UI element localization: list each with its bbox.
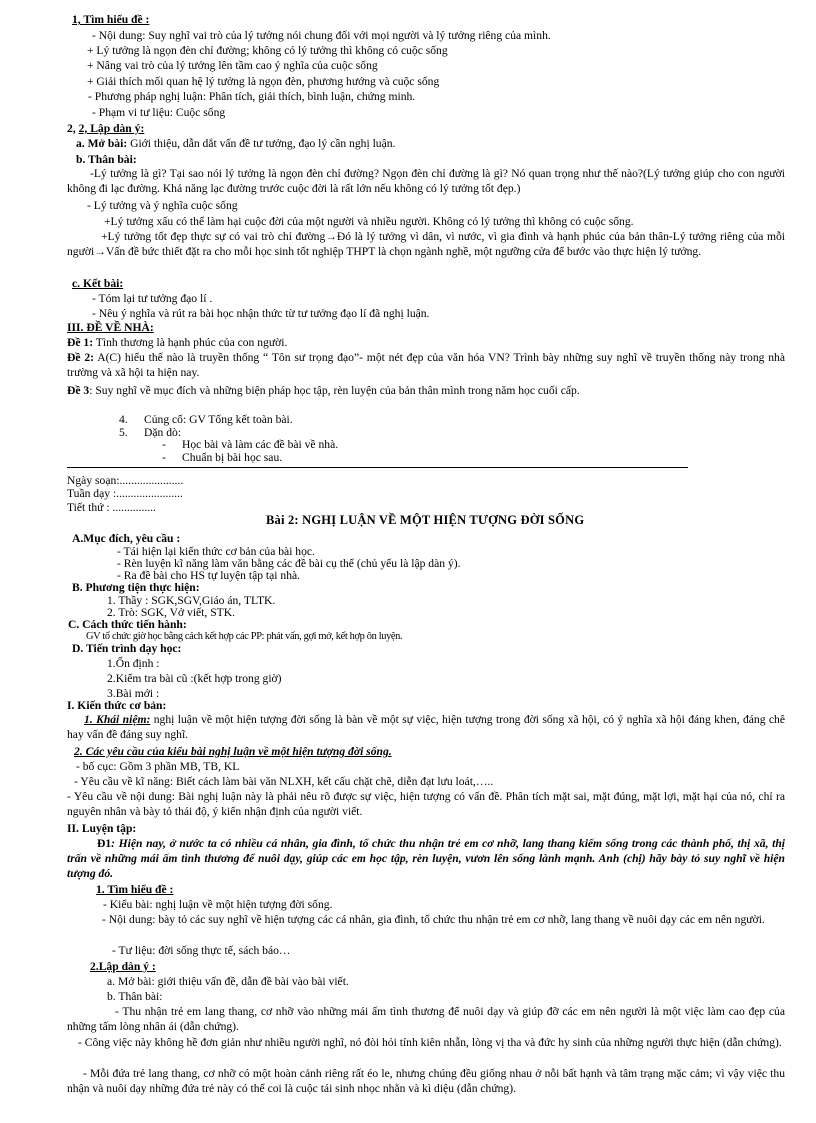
khai-niem: 1. Khái niệm: nghị luận về một hiện tượng đời sống là bàn về một sự việc, hiện tượng trong đời sống xã hội, có ý nghĩa xã hội đáng khen, đáng chê hay vấn đề đáng suy nghĩ. (67, 713, 785, 742)
than-bai-item: - Lý tưởng và ý nghĩa cuộc sống (87, 199, 238, 212)
s1-heading: 1, Tìm hiểu đề : (72, 13, 150, 26)
dan-do-item: Học bài và làm các đề bài về nhà. (182, 438, 339, 451)
tim-hieu-de-heading: 1. Tìm hiểu đề : (96, 883, 174, 896)
section-b-item: 1. Thầy : SGK,SGV,Giáo án, TLTK. (107, 594, 276, 607)
lap-dan-y-paragraph: - Thu nhận trẻ em lang thang, cơ nhỡ vào những mái ấm tình thương để nuôi dạy và giúp đỡ các em nên người là một việc làm cao đẹp của những tấm lòng nhân ái (dẫn chứng). (67, 1005, 785, 1034)
dan-do-item: Chuẩn bị bài học sau. (182, 451, 283, 464)
section-d-item: 2.Kiểm tra bài cũ :(kết hợp trong giờ) (107, 672, 282, 685)
than-bai-heading: b. Thân bài: (76, 153, 137, 166)
section-a-item: - Ra đề bài cho HS tự luyện tập tại nhà. (117, 569, 301, 582)
section-c-text: GV tổ chức giờ học bằng cách kết hợp các PP: phát vấn, gợi mở, kết hợp ôn luyện. (86, 631, 403, 642)
section-d-item: 3.Bài mới : (107, 687, 160, 700)
section-a-item: - Tái hiện lại kiến thức cơ bản của bài học. (117, 545, 315, 558)
s1-item: - Nội dung: Suy nghĩ vai trò của lý tưởng nói chung đối với mọi người và lý tưởng riêng của mình. (92, 29, 551, 42)
section-b-item: 2. Trò: SGK, Vở viết, STK. (107, 606, 236, 619)
s1-item: - Phương pháp nghị luận: Phân tích, giải thích, bình luận, chứng minh. (88, 90, 416, 103)
list-number: 5. (119, 426, 128, 439)
ket-bai-item: - Tóm lại tư tưởng đạo lí . (92, 292, 213, 305)
section-a-heading: A.Mục đích, yêu cầu : (72, 532, 181, 545)
divider (67, 467, 688, 468)
ket-bai-heading: c. Kết bài: (72, 277, 124, 290)
tiet-thu: Tiết thứ : ............... (67, 501, 156, 514)
yeu-cau-item: - Yêu cầu về nội dung: Bài nghị luận này là phải nêu rõ được sự việc, hiện tượng có vấn đề. Phân tích mặt sai, mặt đúng, mặt lợi, mặt hại của nó, chỉ ra nguyên nhân và bày tỏ thái độ, ý kiến nhận định của người viết. (67, 790, 785, 819)
lap-dan-y-item: b. Thân bài: (107, 990, 163, 1003)
s1-item: + Lý tưởng là ngọn đèn chỉ đường; không có lý tưởng thì không có cuộc sống (87, 44, 448, 57)
homework-de3: Đề 3: Suy nghĩ về mục đích và những biện pháp học tập, rèn luyện của bản thân mình trong năm học cuối cấp. (67, 384, 580, 397)
document-page: 1, Tìm hiểu đề : - Nội dung: Suy nghĩ vai trò của lý tưởng nói chung đối với mọi người và lý tưởng riêng của mình. + Lý tưởng là ngọn đèn chỉ đường; không có lý tưởng thì không có cuộc sống + Nâng vai trò của lý tưởng lên tầm cao ý nghĩa của cuộc sống + Giải thích mối quan hệ lý tưởng là ngọn đèn, phương hướng và cuộc sống - Phương pháp nghị luận: Phân tích, giải thích, bình luận, chứng minh. - Phạm vi tư liệu: Cuộc sống 2, 2, Lập dàn ý: a. Mở bài: Giới thiệu, dẫn dắt vấn đề tư tưởng, đạo lý cần nghị luận. b. Thân bài: -Lý tưởng là gì? Tại sao nói lý tưởng là ngọn đèn chỉ đường? Ngọn đèn chỉ đường là gì? Nó quan trọng như thế nào?(Lý tưởng giúp cho con người không đi lạc đường. Khả năng lạc đường trước cuộc đời là rất lớn nếu không có lý tưởng tốt đẹp.) - Lý tưởng và ý nghĩa cuộc sống +Lý tưởng xấu có thể làm hại cuộc đời của một người và nhiều người. Không có lý tưởng thì không có cuộc sống. +Lý tưởng tốt đẹp thực sự có vai trò chỉ đường→Đó là lý tưởng vì dân, vì nước, vì gia đình và hạnh phúc của bản thân-Lý tưởng riêng của mỗi người→Vấn đề bức thiết đặt ra cho mỗi học sinh tốt nghiệp THPT là chọn ngành nghề, một ngưỡng cửa để bước vào thực hiện lý tưởng. c. Kết bài: - Tóm lại tư tưởng đạo lí . - Nêu ý nghĩa và rút ra bài học nhận thức từ tư tưởng đạo lí đã nghị luận. III. ĐỀ VỀ NHÀ: Đề 1: Tình thương là hạnh phúc của con người. Đề 2: A(C) hiểu thế nào là truyền thống “ Tôn sư trọng đạo”- một nét đẹp của văn hóa VN? Trình bày những suy nghĩ về truyền thống này trong nhà trường và xã hội ta hiện nay. Đề 3: Suy nghĩ về mục đích và những biện pháp học tập, rèn luyện của bản thân mình trong năm học cuối cấp. 4. Củng cố: GV Tổng kết toàn bài. 5. Dặn dò: - Học bài và làm các đề bài về nhà. - Chuẩn bị bài học sau. Ngày soạn:...................... Tuần dạy :....................... Tiết thứ : ............... Bài 2: NGHỊ LUẬN VỀ MỘT HIỆN TƯỢNG ĐỜI SỐNG A.Mục đích, yêu cầu : - Tái hiện lại kiến thức cơ bản của bài học. - Rèn luyện kĩ năng làm văn bằng các đề bài cụ thể (chủ yếu là lập dàn ý). - Ra đề bài cho HS tự luyện tập tại nhà. B. Phương tiện thực hiện: 1. Thầy : SGK,SGV,Giáo án, TLTK. 2. Trò: SGK, Vở viết, STK. C. Cách thức tiến hành: GV tổ chức giờ học bằng cách kết hợp các PP: phát vấn, gợi mở, kết hợp ôn luyện. D. Tiến trình dạy học: 1.Ổn định : 2.Kiểm tra bài cũ :(kết hợp trong giờ) 3.Bài mới : I. Kiến thức cơ bản: 1. Khái niệm: nghị luận về một hiện tượng đời sống là bàn về một sự việc, hiện tượng trong đời sống xã hội, có ý nghĩa xã hội đáng khen, đáng chê hay vấn đề đáng suy nghĩ. 2. Các yêu cầu của kiểu bài nghị luận về một hiện tượng đời sống. - bố cục: Gồm 3 phần MB, TB, KL - Yêu cầu về kĩ năng: Biết cách làm bài văn NLXH, kết cấu chặt chẽ, diễn đạt lưu loát,….. - Yêu cầu về nội dung: Bài nghị luận này là phải nêu rõ được sự việc, hiện tượng có vấn đề. Phân tích mặt sai, mặt đúng, mặt lợi, mặt hại của nó, chỉ ra nguyên nhân và bày tỏ thái độ, ý kiến nhận định của người viết. II. Luyện tập: Đ1: Hiện nay, ở nước ta có nhiều cá nhân, gia đình, tổ chức thu nhận trẻ em cơ nhỡ, lang thang kiếm sống trong các thành phố, thị xã, thị trấn về những mái ấm tình thương để nuôi dạy, giúp các em học tập, rèn luyện, vươn lên sống lành mạnh. Anh (chị) hãy bày tỏ suy nghĩ về hiện tượng đó. 1. Tìm hiểu đề : - Kiểu bài: nghị luận về một hiện tượng đời sống. - Nội dung: bày tỏ các suy nghĩ về hiện tượng các cá nhân, gia đình, tổ chức thu nhận trẻ em cơ nhỡ, lang thang về nuôi dạy các em nên người. - Tư liệu: đời sống thực tế, sách báo… 2.Lập dàn ý : a. Mở bài: giới thiệu vấn đề, dẫn đề bài vào bài viết. b. Thân bài: - Thu nhận trẻ em lang thang, cơ nhỡ vào những mái ấm tình thương để nuôi dạy và giúp đỡ các em nên người là một việc làm cao đẹp của những tấm lòng nhân ái (dẫn chứng). - Công việc này không hề đơn giản như nhiều người nghĩ, nó đòi hỏi tính kiên nhẫn, lòng vị tha và đức hy sinh của những người thực hiện (dẫn chứng). - Mỗi đứa trẻ lang thang, cơ nhỡ có một hoàn cảnh riêng rất éo le, nhưng chúng đều giống nhau ở nỗi bất hạnh và tâm trạng mặc cảm; vì vậy việc thu nhận và nuôi dạy những đứa trẻ này có thể coi là cuộc tái sinh nhọc nhằn và kì diệu (dẫn chứng). (67, 13, 785, 1096)
ngay-soan: Ngày soạn:...................... (67, 474, 184, 487)
lap-dan-y-paragraph: - Công việc này không hề đơn giản như nhiều người nghĩ, nó đòi hỏi tính kiên nhẫn, lòng vị tha và đức hy sinh của những người thực hiện (dẫn chứng). (78, 1036, 782, 1049)
yeu-cau-item: - Yêu cầu về kĩ năng: Biết cách làm bài văn NLXH, kết cấu chặt chẽ, diễn đạt lưu loát,….. (74, 775, 494, 788)
lap-dan-y-paragraph: - Mỗi đứa trẻ lang thang, cơ nhỡ có một hoàn cảnh riêng rất éo le, nhưng chúng đều giống nhau ở nỗi bất hạnh và tâm trạng mặc cảm; vì vậy việc thu nhận và nuôi dạy những đứa trẻ này có thể coi là cuộc tái sinh nhọc nhằn và kì diệu (dẫn chứng). (67, 1067, 785, 1096)
kien-thuc-heading: I. Kiến thức cơ bản: (67, 699, 167, 712)
ket-bai-item: - Nêu ý nghĩa và rút ra bài học nhận thức từ tư tưởng đạo lí đã nghị luận. (92, 307, 430, 320)
lap-dan-y-heading: 2.Lập dàn ý : (90, 960, 156, 973)
tim-hieu-item: - Nội dung: bày tỏ các suy nghĩ về hiện tượng các cá nhân, gia đình, tổ chức thu nhận trẻ em cơ nhỡ, lang thang về nuôi dạy các em nên người. (102, 913, 765, 926)
s1-item: + Nâng vai trò của lý tưởng lên tầm cao ý nghĩa của cuộc sống (87, 59, 378, 72)
s1-item: + Giải thích mối quan hệ lý tưởng là ngọn đèn, phương hướng và cuộc sống (87, 75, 440, 88)
dan-do: Dặn dò: (144, 426, 182, 439)
luyen-tap-heading: II. Luyện tập: (67, 822, 137, 835)
mo-bai: a. Mở bài: Giới thiệu, dẫn dắt vấn đề tư tưởng, đạo lý cần nghị luận. (76, 137, 396, 150)
yeu-cau-heading: 2. Các yêu cầu của kiểu bài nghị luận về một hiện tượng đời sống. (74, 745, 392, 758)
section-d-heading: D. Tiến trình dạy học: (72, 642, 182, 655)
section-c-heading: C. Cách thức tiến hành: (68, 618, 187, 631)
tim-hieu-item: - Tư liệu: đời sống thực tế, sách báo… (112, 944, 291, 957)
s2-heading: 2, 2, Lập dàn ý: (67, 122, 145, 135)
cung-co: Củng cố: GV Tổng kết toàn bài. (144, 413, 293, 426)
s1-item: - Phạm vi tư liệu: Cuộc sống (92, 106, 226, 119)
homework-de2: Đề 2: A(C) hiểu thế nào là truyền thống “ Tôn sư trọng đạo”- một nét đẹp của văn hóa VN? Trình bày những suy nghĩ về truyền thống này trong nhà trường và xã hội ta hiện nay. (67, 351, 785, 380)
section-a-item: - Rèn luyện kĩ năng làm văn bằng các đề bài cụ thể (chủ yếu là lập dàn ý). (117, 557, 461, 570)
lap-dan-y-item: a. Mở bài: giới thiệu vấn đề, dẫn đề bài vào bài viết. (107, 975, 349, 988)
section-d-item: 1.Ổn định : (107, 657, 160, 670)
than-bai-paragraph: -Lý tưởng là gì? Tại sao nói lý tưởng là ngọn đèn chỉ đường? Ngọn đèn chỉ đường là gì? Nó quan trọng như thế nào?(Lý tưởng giúp cho con người không đi lạc đường. Khả năng lạc đường trước cuộc đời là rất lớn nếu không có lý tưởng tốt đẹp.) (67, 167, 785, 196)
lesson-title: Bài 2: NGHỊ LUẬN VỀ MỘT HIỆN TƯỢNG ĐỜI SỐNG (266, 513, 585, 527)
homework-de1: Đề 1: Tình thương là hạnh phúc của con người. (67, 336, 288, 349)
s3-heading: III. ĐỀ VỀ NHÀ: (67, 321, 154, 334)
yeu-cau-item: - bố cục: Gồm 3 phần MB, TB, KL (76, 760, 240, 773)
than-bai-item: +Lý tưởng xấu có thể làm hại cuộc đời của một người và nhiều người. Không có lý tưởng thì không có cuộc sống. (104, 215, 634, 228)
section-b-heading: B. Phương tiện thực hiện: (72, 581, 200, 594)
list-number: 4. (119, 413, 128, 426)
exercise-prompt: Đ1: Hiện nay, ở nước ta có nhiều cá nhân, gia đình, tổ chức thu nhận trẻ em cơ nhỡ, lang thang kiếm sống trong các thành phố, thị xã, thị trấn về những mái ấm tình thương để nuôi dạy, giúp các em học tập, rèn luyện, vươn lên sống lành mạnh. Anh (chị) hãy bày tỏ suy nghĩ về hiện tượng đó. (67, 837, 785, 881)
than-bai-paragraph: +Lý tưởng tốt đẹp thực sự có vai trò chỉ đường→Đó là lý tưởng vì dân, vì nước, vì gia đình và hạnh phúc của bản thân-Lý tưởng riêng của mỗi người→Vấn đề bức thiết đặt ra cho mỗi học sinh tốt nghiệp THPT là chọn ngành nghề, một ngưỡng cửa để bước vào thực hiện lý tưởng. (67, 230, 785, 259)
tuan-day: Tuần dạy :....................... (67, 487, 183, 500)
tim-hieu-item: - Kiểu bài: nghị luận về một hiện tượng đời sống. (103, 898, 333, 911)
